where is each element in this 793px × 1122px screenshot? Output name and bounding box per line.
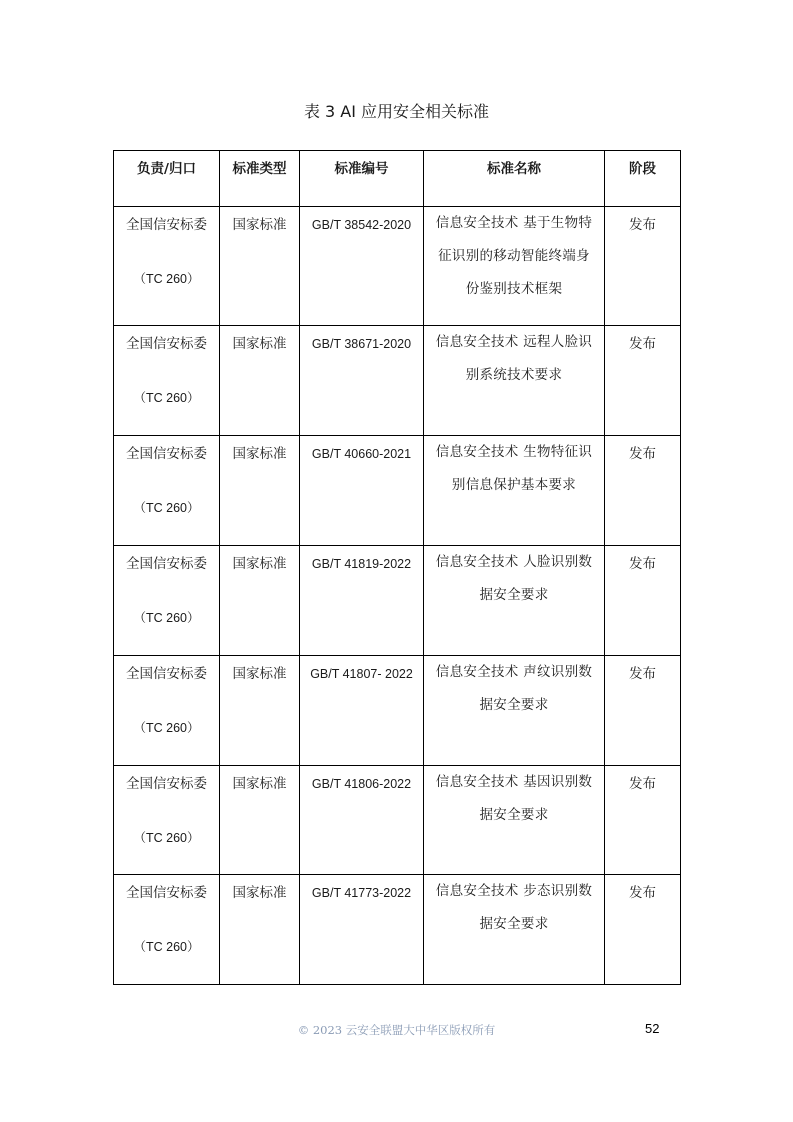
type-cell: 国家标准 [220,656,300,766]
stage-cell: 发布 [605,766,681,875]
name-cell [424,436,605,546]
owner-cell [114,207,220,326]
code-cell: GB/T 38671-2020 [300,326,424,436]
type-cell: 国家标准 [220,875,300,985]
stage-cell: 发布 [605,546,681,656]
owner-code: （TC 260） [133,611,200,625]
table-row [114,766,681,875]
code-cell: GB/T 38542-2020 [300,207,424,326]
owner-name: 全国信安标委 [126,446,207,462]
name-cell [424,326,605,436]
stage-cell: 发布 [605,656,681,766]
owner-name: 全国信安标委 [126,776,207,792]
code-cell: GB/T 41806-2022 [300,766,424,875]
table-header-row [114,151,681,207]
stage-cell: 发布 [605,207,681,326]
standard-name: 信息安全技术 人脸识别数据安全要求 [435,554,593,603]
stage-cell: 发布 [605,326,681,436]
header-type: 标准类型 [220,151,300,207]
code-cell: GB/T 41773-2022 [300,875,424,985]
type-cell: 国家标准 [220,766,300,875]
owner-name: 全国信安标委 [126,666,207,682]
standard-name: 信息安全技术 步态识别数据安全要求 [435,883,593,932]
type-cell: 国家标准 [220,207,300,326]
owner-cell [114,875,220,985]
name-cell [424,207,605,326]
standards-table [113,150,681,985]
owner-code: （TC 260） [133,831,200,845]
table-row [114,207,681,326]
standard-name: 信息安全技术 声纹识别数据安全要求 [435,664,593,713]
owner-name: 全国信安标委 [126,336,207,352]
owner-cell [114,326,220,436]
table-row [114,546,681,656]
table-row [114,326,681,436]
owner-code: （TC 260） [133,501,200,515]
header-stage: 阶段 [605,151,681,207]
table-row [114,656,681,766]
code-cell: GB/T 40660-2021 [300,436,424,546]
header-name: 标准名称 [424,151,605,207]
header-code: 标准编号 [300,151,424,207]
table-row [114,875,681,985]
table-row [114,436,681,546]
code-cell: GB/T 41819-2022 [300,546,424,656]
page-number: 52 [645,1021,660,1036]
owner-name: 全国信安标委 [126,217,207,233]
copyright-footer: © 2023 云安全联盟大中华区版权所有 [297,1023,496,1037]
owner-cell [114,766,220,875]
standard-name: 信息安全技术 基于生物特征识别的移动智能终端身份鉴别技术框架 [435,215,593,297]
owner-name: 全国信安标委 [126,556,207,572]
type-cell: 国家标准 [220,326,300,436]
standard-name: 信息安全技术 生物特征识别信息保护基本要求 [435,444,593,493]
owner-name: 全国信安标委 [126,885,207,901]
stage-cell: 发布 [605,875,681,985]
standard-name: 信息安全技术 基因识别数据安全要求 [435,774,593,823]
owner-cell [114,436,220,546]
standard-name: 信息安全技术 远程人脸识别系统技术要求 [435,334,593,383]
owner-code: （TC 260） [133,940,200,954]
name-cell [424,656,605,766]
owner-code: （TC 260） [133,391,200,405]
name-cell [424,875,605,985]
owner-cell [114,656,220,766]
header-owner: 负责/归口 [114,151,220,207]
name-cell [424,546,605,656]
owner-cell [114,546,220,656]
name-cell [424,766,605,875]
stage-cell: 发布 [605,436,681,546]
type-cell: 国家标准 [220,546,300,656]
code-cell: GB/T 41807- 2022 [300,656,424,766]
owner-code: （TC 260） [133,721,200,735]
owner-code: （TC 260） [133,272,200,286]
type-cell: 国家标准 [220,436,300,546]
table-title: 表 3 AI 应用安全相关标准 [303,102,490,121]
